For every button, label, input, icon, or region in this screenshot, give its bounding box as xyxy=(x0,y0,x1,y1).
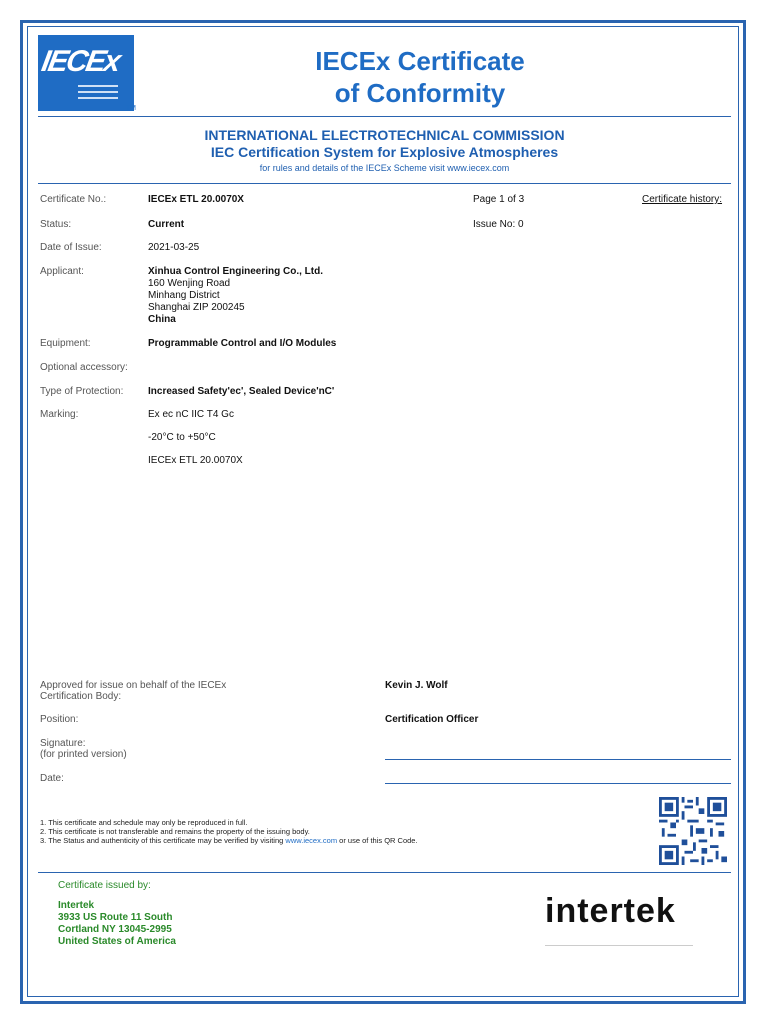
logo-text: IECEx xyxy=(39,45,122,78)
issuer-address-line: Cortland NY 13045-2995 xyxy=(58,924,172,935)
note-text: 3. The Status and authenticity of this certificate may be verified by visiting xyxy=(40,836,286,845)
date-label: Date: xyxy=(40,773,64,784)
page-indicator: Page 1 of 3 xyxy=(473,194,525,205)
type-of-protection-label: Type of Protection: xyxy=(40,386,124,397)
signature-line xyxy=(385,759,731,760)
title-line-1: IECEx Certificate xyxy=(315,46,525,76)
marking-line: Ex ec nC IIC T4 Gc xyxy=(148,409,234,420)
position-label: Position: xyxy=(40,714,79,725)
intertek-logo: intertek xyxy=(545,892,676,930)
qr-code[interactable] xyxy=(657,797,729,865)
approver-name: Kevin J. Wolf xyxy=(385,680,448,691)
applicant-address-line: Shanghai ZIP 200245 xyxy=(148,302,245,313)
approved-for-issue-label: Approved for issue on behalf of the IECEx xyxy=(40,680,227,691)
note-item xyxy=(40,836,418,845)
issue-number: Issue No: 0 xyxy=(473,219,524,230)
approved-for-issue-label: Certification Body: xyxy=(40,691,122,702)
intertek-logo-underline xyxy=(545,945,693,946)
logo-trademark: TM xyxy=(125,105,136,112)
marking-label: Marking: xyxy=(40,409,79,420)
applicant-label: Applicant: xyxy=(40,266,84,277)
note-text: or use of this QR Code. xyxy=(337,836,418,845)
note-item: 1. This certificate and schedule may only be reproduced in full. xyxy=(40,818,248,827)
certification-system: IEC Certification System for Explosive Atmospheres xyxy=(210,144,559,160)
page-title xyxy=(250,45,590,109)
applicant-country: China xyxy=(148,314,176,325)
status-label: Status: xyxy=(40,219,72,230)
logo-stripe xyxy=(78,85,118,87)
divider xyxy=(38,183,731,184)
divider xyxy=(38,116,731,117)
title-line-2: of Conformity xyxy=(334,78,506,108)
date-of-issue-value: 2021-03-25 xyxy=(148,242,200,253)
date-line xyxy=(385,783,731,784)
rules-link[interactable]: for rules and details of the IECEx Scheme visit www.iecex.com xyxy=(259,163,510,173)
optional-accessory-label: Optional accessory: xyxy=(40,362,128,373)
iecex-link[interactable]: www.iecex.com xyxy=(285,836,338,845)
logo-stripe xyxy=(78,91,118,93)
type-of-protection-value: Increased Safety'ec', Sealed Device'nC' xyxy=(148,386,335,397)
certificate-history-link[interactable]: Certificate history: xyxy=(642,194,723,205)
position-value: Certification Officer xyxy=(385,714,479,725)
note-item: 2. This certificate is not transferable and remains the property of the issuing body. xyxy=(40,827,310,836)
marking-line: IECEx ETL 20.0070X xyxy=(148,455,243,466)
status-value: Current xyxy=(148,219,185,230)
commission-name: INTERNATIONAL ELECTROTECHNICAL COMMISSION xyxy=(204,127,565,143)
applicant-address-line: Minhang District xyxy=(148,290,220,301)
certificate-no-value: IECEx ETL 20.0070X xyxy=(148,194,244,205)
equipment-label: Equipment: xyxy=(40,338,91,349)
issuer-name: Intertek xyxy=(58,900,95,911)
signature-label: (for printed version) xyxy=(40,749,127,760)
applicant-name: Xinhua Control Engineering Co., Ltd. xyxy=(148,266,323,277)
iecex-logo xyxy=(38,35,134,111)
date-of-issue-label: Date of Issue: xyxy=(40,242,102,253)
issuer-heading: Certificate issued by: xyxy=(58,880,151,891)
issuer-address-line: United States of America xyxy=(58,936,176,947)
divider xyxy=(38,872,731,873)
signature-label: Signature: xyxy=(40,738,86,749)
logo-stripe xyxy=(78,97,118,99)
marking-line: -20°C to +50°C xyxy=(148,432,216,443)
issuer-address-line: 3933 US Route 11 South xyxy=(58,912,173,923)
certificate-notes xyxy=(40,818,418,845)
applicant-address-line: 160 Wenjing Road xyxy=(148,278,231,289)
certificate-no-label: Certificate No.: xyxy=(40,194,107,205)
equipment-value: Programmable Control and I/O Modules xyxy=(148,338,337,349)
